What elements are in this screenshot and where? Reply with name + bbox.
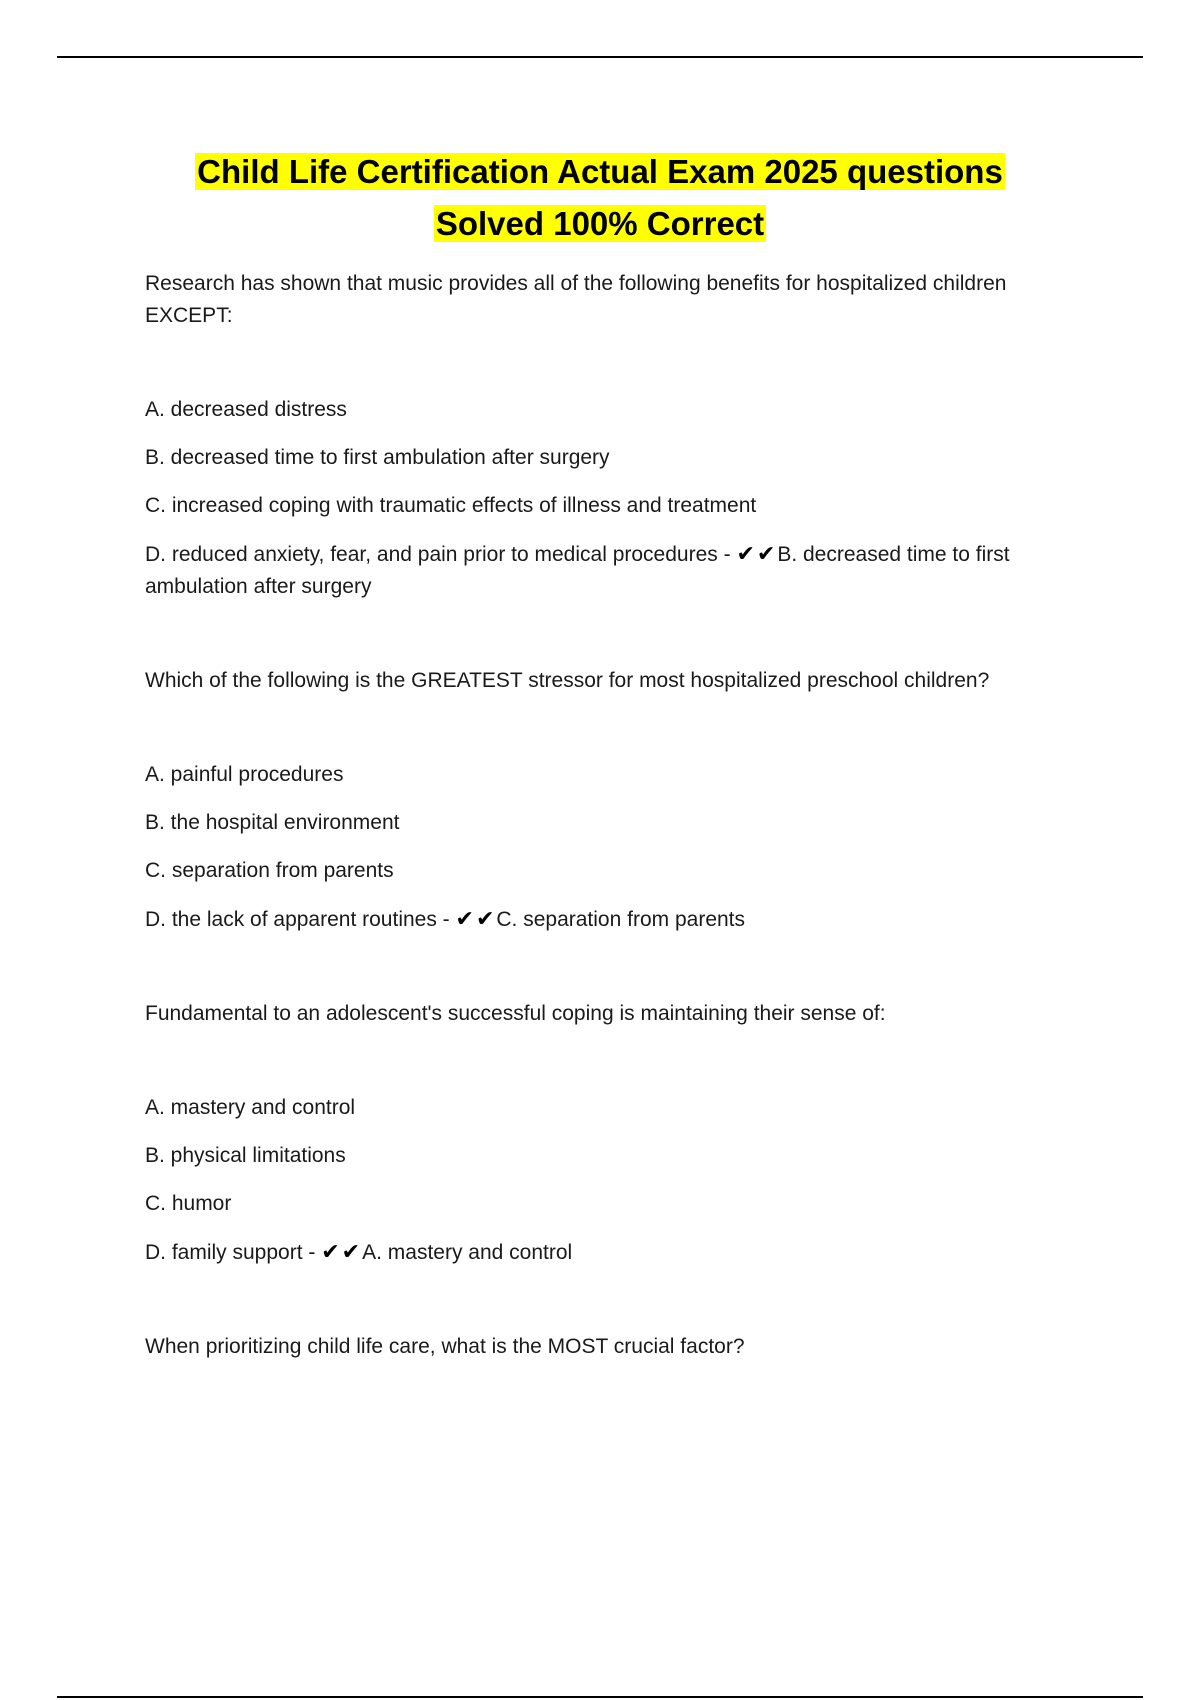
option-item: A. painful procedures	[145, 763, 344, 786]
option-item: B. decreased time to first ambulation after surgery	[145, 446, 610, 469]
answer-text: C. separation from parents	[496, 908, 746, 931]
option-item: A. decreased distress	[145, 398, 347, 421]
check-icon: ✔✔	[455, 906, 497, 931]
title-line-2: Solved 100% Correct	[435, 205, 765, 242]
check-icon: ✔✔	[321, 1239, 363, 1264]
question-text: Fundamental to an adolescent's successful coping is maintaining their sense of:	[145, 1002, 886, 1025]
option-with-answer	[145, 1236, 1095, 1269]
option-item: C. humor	[145, 1192, 232, 1215]
check-icon: ✔✔	[736, 541, 778, 566]
document-title	[0, 146, 1200, 250]
answer-text: A. mastery and control	[362, 1241, 573, 1264]
option-item: D. reduced anxiety, fear, and pain prior to medical procedures -	[145, 543, 731, 566]
option-item: D. the lack of apparent routines -	[145, 908, 450, 931]
option-item: B. the hospital environment	[145, 811, 400, 834]
answer-text: B. decreased time to first ambulation after surgery	[145, 543, 1010, 598]
option-item: C. increased coping with traumatic effects of illness and treatment	[145, 494, 757, 517]
bottom-divider	[57, 1696, 1143, 1698]
question-list	[145, 268, 1095, 1425]
question-text: Which of the following is the GREATEST stressor for most hospitalized preschool children?	[145, 669, 990, 692]
question-text: When prioritizing child life care, what is the MOST crucial factor?	[145, 1335, 745, 1358]
top-divider	[57, 56, 1143, 58]
title-line-1: Child Life Certification Actual Exam 2025 questions	[197, 153, 1003, 190]
option-item: A. mastery and control	[145, 1096, 356, 1119]
option-item: B. physical limitations	[145, 1144, 346, 1167]
option-item: C. separation from parents	[145, 859, 394, 882]
option-with-answer	[145, 538, 1095, 603]
option-item: D. family support -	[145, 1241, 316, 1264]
question-text: Research has shown that music provides all of the following benefits for hospitalized children EXCEPT:	[145, 272, 1007, 327]
option-with-answer	[145, 903, 1095, 936]
